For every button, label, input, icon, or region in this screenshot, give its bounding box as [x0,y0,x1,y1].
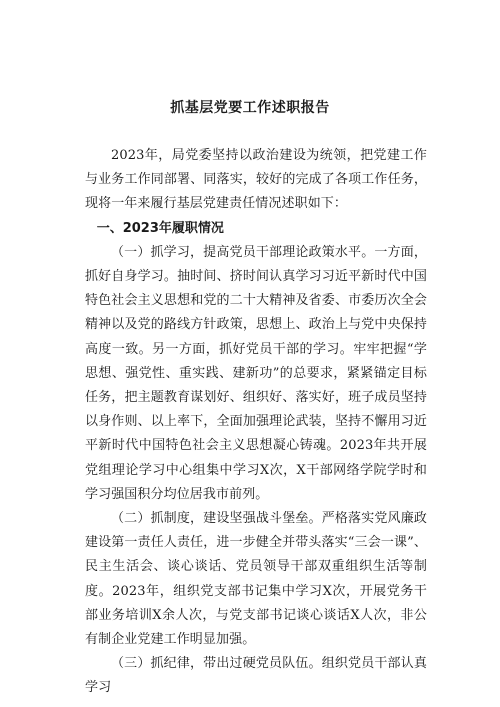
document-title: 抓基层党要工作述职报告 [170,100,330,116]
section-heading: 一、2023年履职情况 [96,220,224,236]
body-paragraph-discipline: （三）抓纪律，带出过硬党员队伍。组织党员干部认真学习 [85,656,427,696]
body-paragraph-system: （二）抓制度，建设坚强战斗堡垒。严格落实党风廉政建设第一责任人责任，进一步健全并带头落实“三会一课”、民主生活会、谈心谈话、党员领导干部双重组织生活等制度。2023年，组织党支部书记集中学习X次，开展党务干部业务培训X余人次，与党支部书记谈心谈话X人次，非公有制企业党建工作明显加强。 [85,511,427,648]
intro-paragraph: 2023年，局党委坚持以政治建设为统领，把党建工作与业务工作同部署、同落实，较好的完成了各项工作任务，现将一年来履行基层党建责任情况述职如下： [85,148,427,212]
document-body [85,144,427,701]
body-paragraph-study: （一）抓学习，提高党员干部理论政策水平。一方面，抓好自身学习。抽时间、挤时间认真学习习近平新时代中国特色社会主义思想和党的二十大精神及省委、市委历次全会精神以及党的路线方针政策，思想上、政治上与党中央保持高度一致。另一方面，抓好党员干部的学习。牢牢把握“学思想、强党性、重实践、建新功”的总要求，紧紧锚定目标任务，把主题教育谋划好、组织好、落实好，班子成员坚持以身作则、以上率下，全面加强理论武装，坚持不懈用习近平新时代中国特色社会主义思想凝心铸魂。2023年共开展党组理论学习中心组集中学习X次，X干部网络学院学时和学习强国积分均位居我市前列。 [85,244,427,502]
